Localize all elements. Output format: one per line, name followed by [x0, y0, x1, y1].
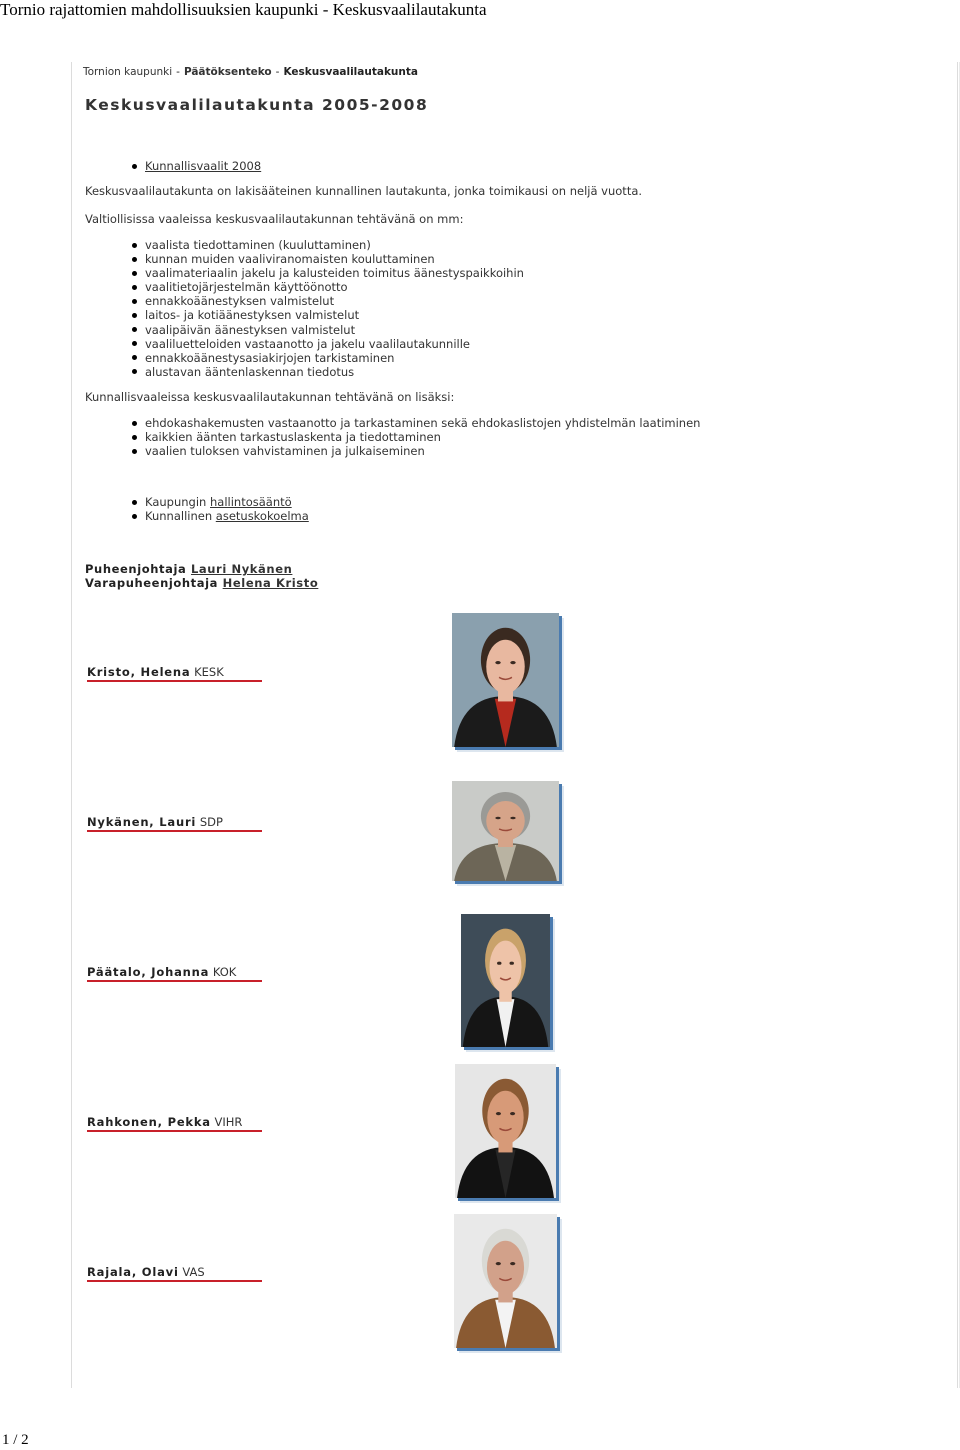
portrait-eye-right — [510, 661, 515, 664]
list-item: vaalitietojärjestelmän käyttöönotto — [130, 280, 524, 294]
vice-chair-name-link[interactable]: Helena Kristo — [222, 576, 319, 590]
member-party: KOK — [212, 965, 237, 979]
portrait-face — [487, 1241, 524, 1295]
list-item: laitos- ja kotiäänestyksen valmistelut — [130, 308, 524, 322]
portrait-image — [461, 914, 550, 1047]
list-item: ennakkoäänestyksen valmistelut — [130, 294, 524, 308]
portrait-image — [454, 1214, 557, 1348]
member-party: KESK — [194, 665, 224, 679]
member-party: SDP — [199, 815, 223, 829]
breadcrumb-item-decision-making[interactable]: Päätöksenteko — [183, 66, 272, 78]
breadcrumb-separator: - — [176, 66, 180, 78]
municipal-elections-text: Kunnallisvaaleissa keskusvaalilautakunnan tehtävänä on lisäksi: — [85, 390, 455, 404]
list-item: vaalien tuloksen vahvistaminen ja julkaiseminen — [130, 444, 700, 458]
municipal-elections-2008-link[interactable]: Kunnallisvaalit 2008 — [145, 159, 262, 173]
member-name: Rahkonen, Pekka — [87, 1115, 211, 1129]
member-photo — [452, 781, 559, 881]
state-elections-text: Valtiollisissa vaaleissa keskusvaalilautakunnan tehtävänä on mm: — [85, 212, 464, 226]
list-item: kunnan muiden vaaliviranomaisten kouluttaminen — [130, 252, 524, 266]
portrait-eye-left — [496, 1112, 501, 1115]
list-item — [130, 495, 309, 509]
portrait-face — [489, 941, 521, 994]
member-name-row — [87, 1115, 262, 1132]
portrait-image — [455, 1064, 556, 1198]
member-name-row — [87, 1265, 262, 1282]
document-title: Tornio rajattomien mahdollisuuksien kaupunki - Keskusvaalilautakunta — [0, 0, 487, 19]
regulations-list — [130, 495, 309, 523]
member-name: Nykänen, Lauri — [87, 815, 197, 829]
member-party: VIHR — [214, 1115, 243, 1129]
page-number: 1 / 2 — [2, 1432, 29, 1448]
list-item: alustavan ääntenlaskennan tiedotus — [130, 365, 524, 379]
municipal-elections-task-list — [130, 416, 700, 458]
portrait-eye-left — [497, 962, 501, 965]
list-item: ennakkoäänestysasiakirjojen tarkistaminen — [130, 351, 524, 365]
member-name-row — [87, 815, 262, 832]
breadcrumb-separator: - — [275, 66, 280, 78]
asetuskokoelma-link[interactable]: asetuskokoelma — [215, 509, 309, 524]
member-name: Päätalo, Johanna — [87, 965, 210, 979]
intro-text: Keskusvaalilautakunta on lakisääteinen kunnallinen lautakunta, jonka toimikausi on neljä vuotta. — [85, 184, 643, 198]
portrait-image — [452, 781, 559, 881]
state-elections-task-list — [130, 238, 524, 379]
list-item — [130, 159, 261, 173]
hallintosaanto-link[interactable]: hallintosääntö — [210, 495, 292, 509]
chair-label: Puheenjohtaja — [85, 562, 191, 576]
member-party: VAS — [182, 1265, 205, 1279]
portrait-face — [486, 640, 525, 694]
portrait-eye-right — [510, 817, 515, 819]
list-item: vaalimateriaalin jakelu ja kalusteiden toimitus äänestyspaikkoihin — [130, 266, 524, 280]
member-name: Rajala, Olavi — [87, 1265, 179, 1279]
page-heading: Keskusvaalilautakunta 2005-2008 — [85, 96, 429, 114]
list-item: vaaliluetteloiden vastaanotto ja jakelu vaalilautakunnille — [130, 337, 524, 351]
member-photo — [455, 1064, 556, 1198]
portrait-image — [452, 613, 559, 747]
member-photo — [461, 914, 550, 1047]
list-item: vaalista tiedottaminen (kuuluttaminen) — [130, 238, 524, 252]
chair-name-link[interactable]: Lauri Nykänen — [190, 562, 293, 576]
top-links-list — [130, 159, 261, 173]
portrait-eye-right — [510, 1112, 515, 1115]
portrait-eye-left — [496, 1262, 501, 1265]
breadcrumb-item-current: Keskusvaalilautakunta — [283, 66, 418, 78]
portrait-eye-left — [495, 817, 500, 819]
member-photo — [452, 613, 559, 747]
list-item: kaikkien äänten tarkastuslaskenta ja tiedottaminen — [130, 430, 700, 444]
portrait-eye-left — [495, 661, 500, 664]
member-name-row — [87, 965, 262, 982]
portrait-face — [487, 1091, 523, 1145]
member-name: Kristo, Helena — [87, 665, 191, 679]
breadcrumb — [83, 66, 418, 78]
vice-chair-line — [85, 576, 318, 590]
member-name-row — [87, 665, 262, 682]
portrait-eye-right — [510, 1262, 515, 1265]
portrait-eye-right — [510, 962, 514, 965]
breadcrumb-item-home[interactable]: Tornion kaupunki — [83, 66, 173, 78]
member-photo — [454, 1214, 557, 1348]
list-item: vaalipäivän äänestyksen valmistelut — [130, 323, 524, 337]
list-item: ehdokashakemusten vastaanotto ja tarkastaminen sekä ehdokaslistojen yhdistelmän laatiminen — [130, 416, 700, 430]
portrait-face — [486, 801, 525, 841]
chair-line — [85, 562, 292, 576]
regulation-prefix: Kaupungin — [145, 495, 210, 509]
vice-chair-label: Varapuheenjohtaja — [85, 576, 223, 590]
regulation-prefix: Kunnallinen — [145, 509, 216, 524]
list-item — [130, 509, 309, 523]
